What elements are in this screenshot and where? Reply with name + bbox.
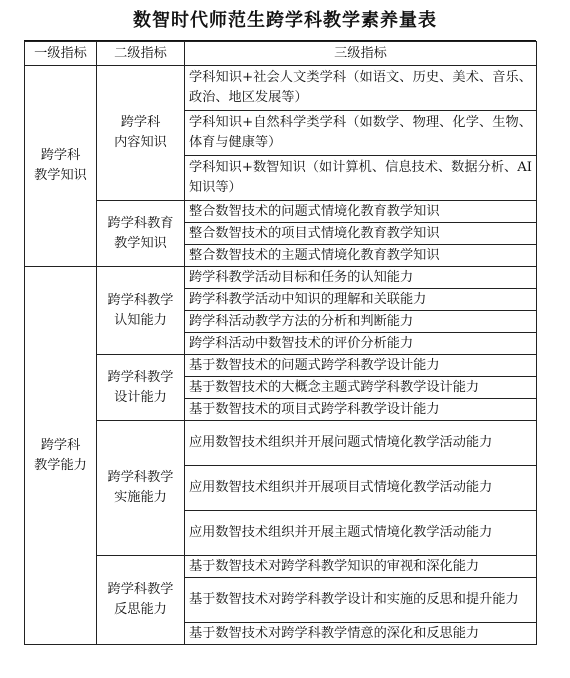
level3-cell: 基于数智技术的项目式跨学科教学设计能力 bbox=[185, 399, 537, 421]
level2-cell: 跨学科教学 实施能力 bbox=[97, 421, 185, 556]
level3-cell: 跨学科教学活动中知识的理解和关联能力 bbox=[185, 289, 537, 311]
level3-cell: 学科知识+数智知识（如计算机、信息技术、数据分析、AI 知识等） bbox=[185, 156, 537, 201]
level2-cell: 跨学科教学 设计能力 bbox=[97, 355, 185, 421]
level2-cell: 跨学科教学 反思能力 bbox=[97, 556, 185, 645]
level3-cell: 学科知识+社会人文类学科（如语文、历史、美术、音乐、政治、地区发展等） bbox=[185, 66, 537, 111]
indicator-table bbox=[24, 41, 537, 645]
table-row bbox=[25, 355, 537, 377]
table-row bbox=[25, 421, 537, 466]
level3-cell: 应用数智技术组织并开展项目式情境化教学活动能力 bbox=[185, 466, 537, 511]
level3-cell: 整合数智技术的项目式情境化教育教学知识 bbox=[185, 223, 537, 245]
level3-cell: 基于数智技术的问题式跨学科教学设计能力 bbox=[185, 355, 537, 377]
level2-cell: 跨学科教学 认知能力 bbox=[97, 267, 185, 355]
level3-cell: 应用数智技术组织并开展主题式情境化教学活动能力 bbox=[185, 511, 537, 556]
table-row bbox=[25, 556, 537, 578]
level3-cell: 跨学科活动教学方法的分析和判断能力 bbox=[185, 311, 537, 333]
level2-cell: 跨学科教育 教学知识 bbox=[97, 201, 185, 267]
level1-cell: 跨学科 教学知识 bbox=[25, 66, 97, 267]
header-level1: 一级指标 bbox=[25, 42, 97, 66]
level3-cell: 基于数智技术对跨学科教学情意的深化和反思能力 bbox=[185, 623, 537, 645]
table-row bbox=[25, 267, 537, 289]
header-level2: 二级指标 bbox=[97, 42, 185, 66]
table-title: 数智时代师范生跨学科教学素养量表 bbox=[133, 10, 437, 31]
level2-cell: 跨学科 内容知识 bbox=[97, 66, 185, 201]
header-row bbox=[25, 42, 537, 66]
header-level3: 三级指标 bbox=[185, 42, 537, 66]
level3-cell: 学科知识+自然科学类学科（如数学、物理、化学、生物、体育与健康等） bbox=[185, 111, 537, 156]
level3-cell: 基于数智技术对跨学科教学设计和实施的反思和提升能力 bbox=[185, 578, 537, 623]
level1-cell: 跨学科 教学能力 bbox=[25, 267, 97, 645]
level3-cell: 整合数智技术的主题式情境化教育教学知识 bbox=[185, 245, 537, 267]
level3-cell: 基于数智技术的大概念主题式跨学科教学设计能力 bbox=[185, 377, 537, 399]
level3-cell: 整合数智技术的问题式情境化教育教学知识 bbox=[185, 201, 537, 223]
table-row bbox=[25, 66, 537, 111]
level3-cell: 应用数智技术组织并开展问题式情境化教学活动能力 bbox=[185, 421, 537, 466]
level3-cell: 跨学科活动中数智技术的评价分析能力 bbox=[185, 333, 537, 355]
level3-cell: 基于数智技术对跨学科教学知识的审视和深化能力 bbox=[185, 556, 537, 578]
table-row bbox=[25, 201, 537, 223]
level3-cell: 跨学科教学活动目标和任务的认知能力 bbox=[185, 267, 537, 289]
